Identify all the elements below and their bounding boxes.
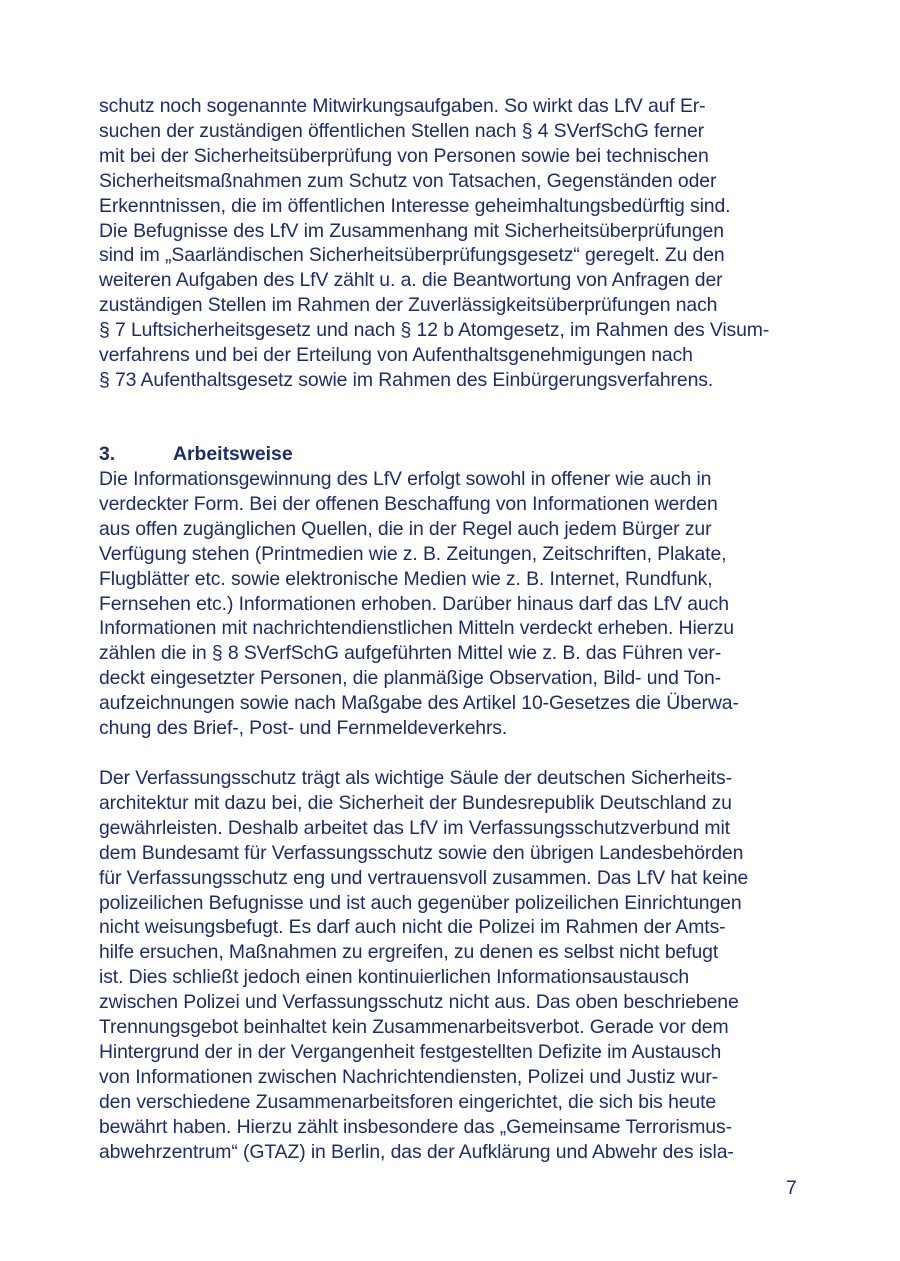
text-line: den verschiedene Zusammenarbeitsforen eingerichtet, die sich bis heute [99, 1090, 717, 1113]
text-line: aufzeichnungen sowie nach Maßgabe des Artikel 10-Gesetzes die Überwa- [99, 692, 739, 715]
text-line: ist. Dies schließt jedoch einen kontinuierlichen Informationsaustausch [99, 966, 690, 989]
section-number: 3. [99, 443, 116, 465]
text-line: hilfe ersuchen, Maßnahmen zu ergreifen, zu denen es selbst nicht befugt [99, 941, 719, 964]
text-line: Verfügung stehen (Printmedien wie z. B. Zeitungen, Zeitschriften, Plakate, [99, 542, 727, 565]
paragraph-continuation [99, 94, 819, 393]
text-line: von Informationen zwischen Nachrichtendiensten, Polizei und Justiz wur- [99, 1065, 719, 1088]
text-line: gewährleisten. Deshalb arbeitet das LfV im Verfassungsschutzverbund mit [99, 816, 730, 839]
text-line: schutz noch sogenannte Mitwirkungsaufgaben. So wirkt das LfV auf Er- [99, 95, 706, 117]
text-line: Die Informationsgewinnung des LfV erfolgt sowohl in offener wie auch in [99, 468, 712, 490]
text-line: bewährt haben. Hierzu zählt insbesondere das „Gemeinsame Terrorismus- [99, 1115, 732, 1138]
text-line: suchen der zuständigen öffentlichen Stellen nach § 4 SVerfSchG ferner [99, 119, 705, 142]
text-line: deckt eingesetzter Personen, die planmäßige Observation, Bild- und Ton- [99, 667, 722, 690]
paragraph-verfassungsschutz [99, 766, 819, 1165]
text-line: verfahrens und bei der Erteilung von Aufenthaltsgenehmigungen nach [99, 344, 693, 367]
paragraph-arbeitsweise [99, 467, 819, 741]
text-line: Flugblätter etc. sowie elektronische Medien wie z. B. Internet, Rundfunk, [99, 567, 713, 590]
text-line: aus offen zugänglichen Quellen, die in der Regel auch jedem Bürger zur [99, 517, 712, 540]
text-line: chung des Brief-, Post- und Fernmeldeverkehrs. [99, 717, 508, 740]
text-line: § 73 Aufenthaltsgesetz sowie im Rahmen des Einbürgerungsverfahrens. [99, 368, 714, 391]
text-line: Die Befugnisse des LfV im Zusammenhang mit Sicherheitsüberprüfungen [99, 219, 724, 242]
page-number: 7 [786, 1177, 797, 1199]
text-line: zuständigen Stellen im Rahmen der Zuverlässigkeitsüberprüfungen nach [99, 294, 718, 317]
text-line: Fernsehen etc.) Informationen erhoben. Darüber hinaus darf das LfV auch [99, 592, 729, 615]
text-line: mit bei der Sicherheitsüberprüfung von Personen sowie bei technischen [99, 144, 709, 167]
text-line: Sicherheitsmaßnahmen zum Schutz von Tatsachen, Gegenständen oder [99, 169, 717, 192]
text-line: verdeckter Form. Bei der offenen Beschaffung von Informationen werden [99, 492, 718, 515]
text-line: abwehrzentrum“ (GTAZ) in Berlin, das der Aufklärung und Abwehr des isla- [99, 1140, 734, 1163]
text-line: weiteren Aufgaben des LfV zählt u. a. die Beantwortung von Anfragen der [99, 269, 723, 292]
text-line: dem Bundesamt für Verfassungsschutz sowie den übrigen Landesbehörden [99, 841, 744, 864]
section-title: Arbeitsweise [173, 443, 293, 465]
text-line: für Verfassungsschutz eng und vertrauensvoll zusammen. Das LfV hat keine [99, 866, 749, 889]
text-line: nicht weisungsbefugt. Es darf auch nicht die Polizei im Rahmen der Amts- [99, 916, 726, 939]
text-line: Erkenntnissen, die im öffentlichen Interesse geheimhaltungsbedürftig sind. [99, 194, 731, 217]
text-line: zählen die in § 8 SVerfSchG aufgeführten Mittel wie z. B. das Führen ver- [99, 642, 722, 665]
text-line: zwischen Polizei und Verfassungsschutz nicht aus. Das oben beschriebene [99, 991, 739, 1014]
text-line: Informationen mit nachrichtendienstlichen Mitteln verdeckt erheben. Hierzu [99, 617, 734, 640]
text-line: architektur mit dazu bei, die Sicherheit der Bundesrepublik Deutschland zu [99, 791, 732, 814]
text-line: sind im „Saarländischen Sicherheitsüberprüfungsgesetz“ geregelt. Zu den [99, 244, 725, 267]
text-line: § 7 Luftsicherheitsgesetz und nach § 12 b Atomgesetz, im Rahmen des Visum- [99, 319, 770, 342]
text-line: Trennungsgebot beinhaltet kein Zusammenarbeitsverbot. Gerade vor dem [99, 1016, 729, 1039]
text-line: Der Verfassungsschutz trägt als wichtige Säule der deutschen Sicherheits- [99, 767, 732, 789]
text-line: Hintergrund der in der Vergangenheit festgestellten Defizite im Austausch [99, 1040, 722, 1063]
section-heading [99, 442, 293, 467]
text-line: polizeilichen Befugnisse und ist auch gegenüber polizeilichen Einrichtungen [99, 891, 742, 914]
